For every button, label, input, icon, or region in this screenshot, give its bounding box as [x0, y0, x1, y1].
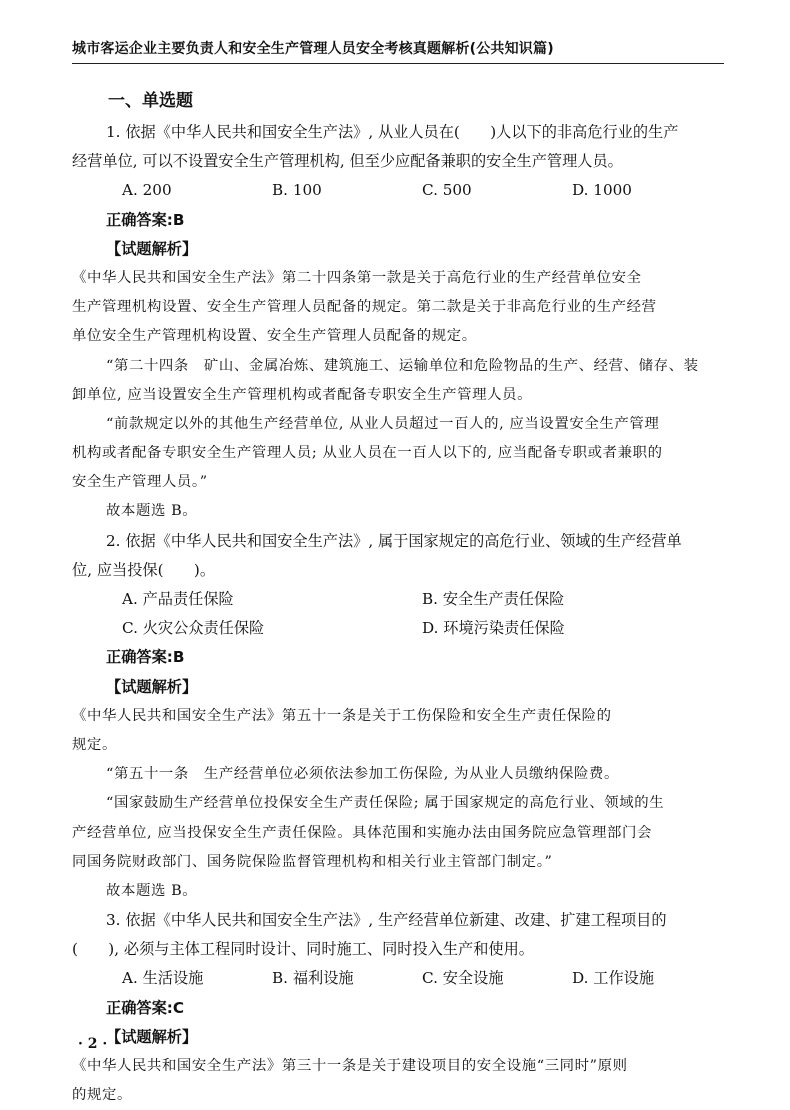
q1-analysis-title: 【试题解析】	[106, 239, 198, 258]
q1-analysis-line: “第二十四条 矿山、金属冶炼、建筑施工、运输单位和危险物品的生产、经营、储存、装	[106, 357, 699, 374]
q2-conclusion: 故本题选 B。	[106, 882, 198, 899]
q1-analysis-line: 单位安全生产管理机构设置、安全生产管理人员配备的规定。	[72, 328, 477, 345]
q2-analysis-line: “国家鼓励生产经营单位投保安全生产责任保险; 属于国家规定的高危行业、领域的生	[106, 795, 665, 812]
q3-analysis-line: 《中华人民共和国安全生产法》第三十一条是关于建设项目的安全设施“三同时”原则	[72, 1058, 628, 1074]
q3-option-d: D. 工作设施	[572, 969, 655, 988]
q2-options-row1	[72, 585, 732, 614]
q1-option-c: C. 500	[422, 181, 472, 200]
q1-analysis-line: 生产管理机构设置、安全生产管理人员配备的规定。第二款是关于非高危行业的生产经营	[72, 299, 657, 316]
q3-analysis-title: 【试题解析】	[106, 1027, 198, 1046]
q2-answer: 正确答案:B	[106, 648, 185, 667]
q1-analysis-line: 安全生产管理人员。”	[72, 474, 208, 491]
page-number: · 2 ·	[78, 1036, 108, 1052]
q3-answer: 正确答案:C	[106, 998, 184, 1017]
q2-analysis-line: 产经营单位, 应当投保安全生产责任保险。具体范围和实施办法由国务院应急管理部门会	[72, 824, 652, 841]
q1-analysis-line: 机构或者配备专职安全生产管理人员; 从业人员在一百人以下的, 应当配备专职或者兼职的	[72, 445, 663, 462]
q3-stem-line1: 3. 依据《中华人民共和国安全生产法》, 生产经营单位新建、改建、扩建工程项目的	[106, 911, 667, 930]
q2-analysis-line: 规定。	[72, 736, 117, 753]
q3-analysis-line: 的规定。	[72, 1087, 132, 1104]
q1-analysis-line: 卸单位, 应当设置安全生产管理机构或者配备专职安全生产管理人员。	[72, 386, 533, 403]
q1-options	[72, 176, 732, 205]
q1-option-b: B. 100	[272, 181, 322, 200]
q3-option-a: A. 生活设施	[122, 969, 204, 988]
q3-options	[72, 964, 732, 993]
q3-option-c: C. 安全设施	[422, 969, 504, 988]
q2-analysis-line: 同国务院财政部门、国务院保险监督管理机构和相关行业主管部门制定。”	[72, 853, 553, 870]
q1-analysis-line: “前款规定以外的其他生产经营单位, 从业人员超过一百人的, 应当设置安全生产管理	[106, 415, 660, 432]
q1-analysis-line: 《中华人民共和国安全生产法》第二十四条第一款是关于高危行业的生产经营单位安全	[72, 269, 642, 286]
q2-option-b: B. 安全生产责任保险	[422, 590, 565, 608]
q2-option-a: A. 产品责任保险	[122, 590, 234, 608]
q2-options-row2	[72, 614, 732, 643]
section-title: 一、单选题	[108, 91, 193, 111]
q2-analysis-line: 《中华人民共和国安全生产法》第五十一条是关于工伤保险和安全生产责任保险的	[72, 707, 612, 724]
q3-option-b: B. 福利设施	[272, 969, 354, 988]
q2-analysis-title: 【试题解析】	[106, 677, 198, 696]
q1-conclusion: 故本题选 B。	[106, 503, 198, 520]
q1-stem-line2: 经营单位, 可以不设置安全生产管理机构, 但至少应配备兼职的安全生产管理人员。	[72, 152, 623, 171]
q1-option-d: D. 1000	[572, 181, 632, 200]
q1-answer: 正确答案:B	[106, 210, 185, 229]
q3-stem-line2: ( ), 必须与主体工程同时设计、同时施工、同时投入生产和使用。	[72, 940, 534, 959]
q1-stem-line1: 1. 依据《中华人民共和国安全生产法》, 从业人员在( )人以下的非高危行业的生产	[106, 123, 679, 141]
q2-stem-line1: 2. 依据《中华人民共和国安全生产法》, 属于国家规定的高危行业、领域的生产经营单	[106, 531, 682, 550]
q2-option-d: D. 环境污染责任保险	[422, 619, 565, 638]
q2-option-c: C. 火灾公众责任保险	[122, 619, 265, 638]
q2-stem-line2: 位, 应当投保( )。	[72, 560, 216, 579]
q2-analysis-line: “第五十一条 生产经营单位必须依法参加工伤保险, 为从业人员缴纳保险费。	[106, 766, 619, 783]
page-content	[72, 84, 732, 1110]
q1-option-a: A. 200	[122, 181, 172, 200]
running-header: 城市客运企业主要负责人和安全生产管理人员安全考核真题解析(公共知识篇)	[72, 38, 724, 64]
